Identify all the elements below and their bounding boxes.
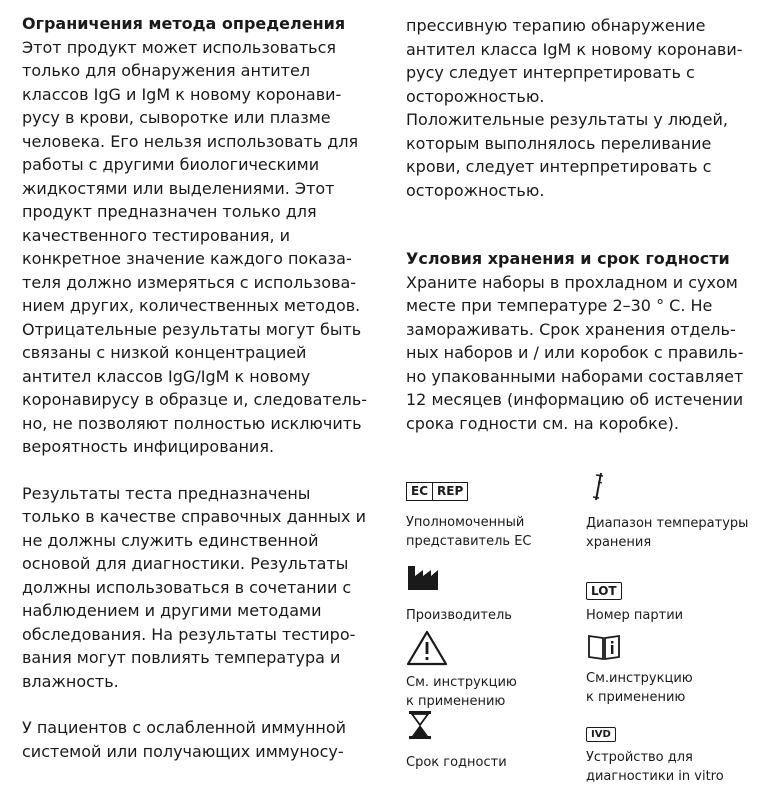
text-line: Положительные результаты у людей, (406, 110, 728, 129)
open-book-info-icon (586, 632, 622, 662)
text-line: жидкостями или выделениями. Этот (22, 178, 335, 198)
symbol-ivd (586, 722, 724, 786)
text-line: работы с другими биологическими (22, 155, 320, 174)
limitations-heading: Ограничения метода определения (22, 14, 346, 33)
text-line: продукт предназначен только для (22, 202, 317, 221)
symbol-lot (586, 580, 683, 625)
left-column (22, 12, 384, 763)
storage-heading: Условия хранения и срок годности (406, 249, 730, 268)
text-line: классов IgG и IgM к новому коронави- (22, 84, 342, 104)
text-line: антител класса IgM к новому коронави- (406, 39, 743, 59)
text-line: Храните наборы в прохладном и сухом (406, 272, 738, 292)
text-line: осторожностью. (406, 86, 545, 106)
caution-triangle-icon (406, 630, 448, 666)
symbol-instructions (586, 632, 693, 707)
text-line: У пациентов с ослабленной иммунной (22, 718, 347, 737)
text-line: человека. Его нельзя использовать для (22, 131, 359, 151)
results-paragraph (22, 482, 384, 694)
text-line: 12 месяцев (информацию об истечении (406, 390, 744, 409)
text-line: русу следует интерпретировать с (406, 63, 695, 82)
text-line: но, не позволяют полностью исключить (22, 413, 362, 433)
text-line: коронавирусу в образце и, следователь- (22, 390, 368, 409)
ec-rep-icon (406, 482, 468, 501)
right-column (406, 14, 756, 435)
text-line: основой для диагностики. Результаты (22, 554, 349, 573)
text-line: не должны служить единственной (22, 530, 319, 550)
text-line: крови, следует интерпретировать с (406, 157, 712, 176)
symbol-caption: диагностики in vitro (586, 769, 724, 784)
text-line: русу в крови, сыворотке или плазме (22, 108, 331, 127)
continued-paragraph (406, 14, 756, 202)
symbol-caption: См. инструкцию (406, 675, 517, 690)
text-line: но упакованными наборами составляет (406, 366, 744, 386)
text-line: прессивную терапию обнаружение (406, 16, 706, 35)
text-line: замораживать. Срок хранения отдель- (406, 319, 736, 339)
symbol-caption: Устройство для (586, 750, 693, 765)
temperature-limit-icon (586, 470, 612, 504)
text-line: наблюдением и другими методами (22, 601, 322, 620)
text-line: обследования. На результаты тестиро- (22, 624, 356, 644)
factory-icon (406, 564, 440, 592)
immunocompromised-paragraph (22, 716, 384, 763)
symbol-caution (406, 630, 517, 711)
text-line: вероятность инфицирования. (22, 437, 275, 456)
symbol-caption: Уполномоченный (406, 515, 525, 530)
text-line: нием других, количественных методов. (22, 296, 361, 315)
text-line: только для обнаружения антител (22, 61, 311, 80)
text-line: Этот продукт может использоваться (22, 37, 337, 57)
symbol-caption: См.инструкцию (586, 671, 693, 686)
text-line: вания могут повлиять температура и (22, 648, 341, 667)
symbol-caption: к применению (406, 694, 506, 709)
symbol-expiry (406, 710, 507, 772)
ivd-icon: IVD (586, 727, 616, 742)
text-line: только в качестве справочных данных и (22, 507, 366, 526)
ec-rep-label: EC (407, 483, 433, 500)
storage-paragraph (406, 271, 756, 436)
ec-rep-label: REP (437, 484, 464, 498)
hourglass-icon (406, 710, 434, 740)
symbol-temperature (586, 470, 748, 552)
symbol-caption: представитель ЕС (406, 534, 532, 549)
text-line: связаны с низкой концентрацией (22, 343, 307, 362)
text-line: системой или получающих иммуносу- (22, 741, 344, 761)
symbol-manufacturer (406, 564, 512, 625)
text-line: качественного тестирования, и (22, 225, 291, 245)
symbol-ec-rep (406, 480, 532, 551)
text-line: ных наборов и / или коробок с правиль- (406, 343, 744, 362)
symbol-caption: Срок годности (406, 755, 507, 770)
text-line: месте при температуре 2–30 ° C. Не (406, 296, 713, 315)
text-line: срока годности см. на коробке). (406, 413, 679, 433)
text-line: конкретное значение каждого показа- (22, 249, 352, 268)
limitations-paragraph (22, 36, 384, 459)
text-line: должны использоваться в сочетании с (22, 577, 352, 597)
symbol-caption: Номер партии (586, 608, 684, 623)
symbol-caption: Диапазон температуры (586, 516, 749, 531)
text-line: Отрицательные результаты могут быть (22, 319, 362, 339)
text-line: Результаты теста предназначены (22, 483, 311, 503)
symbol-caption: хранения (586, 535, 652, 550)
text-line: осторожностью. (406, 180, 545, 200)
text-line: теля должно измеряться с использова- (22, 272, 357, 292)
text-line: влажность. (22, 671, 119, 691)
text-line: антител классов IgG/IgM к новому (22, 366, 311, 386)
symbol-caption: к применению (586, 690, 686, 705)
symbol-caption: Производитель (406, 608, 512, 623)
lot-icon: LOT (586, 582, 622, 600)
text-line: которым выполнялось переливание (406, 133, 712, 153)
